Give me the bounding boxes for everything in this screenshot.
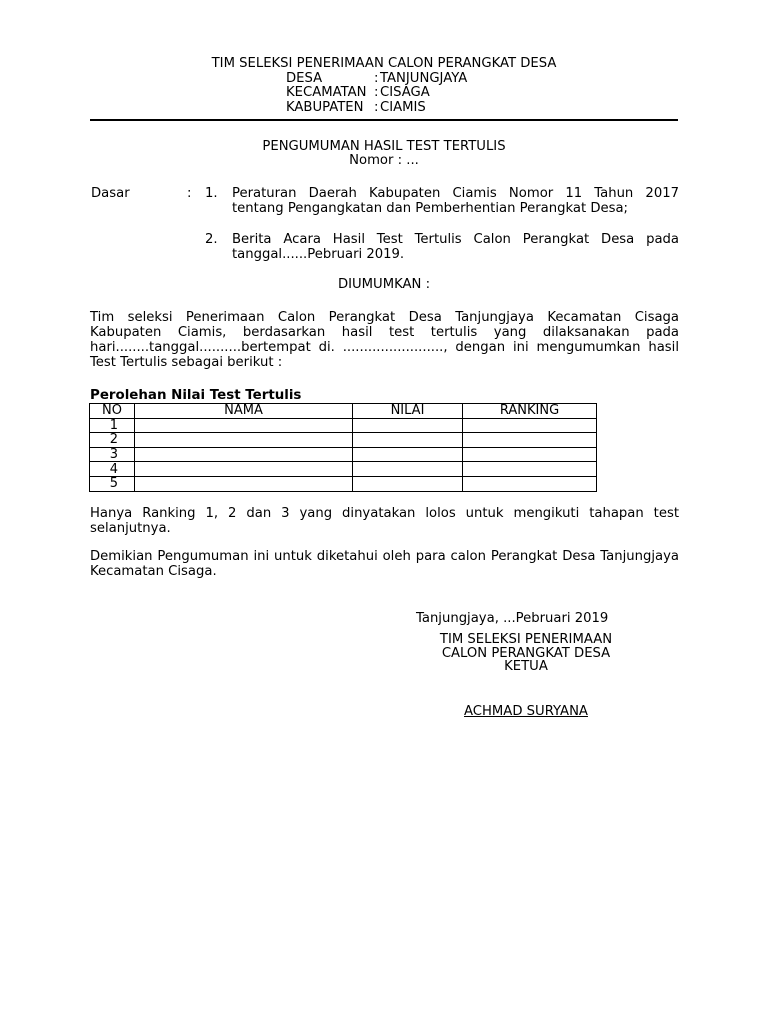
signatory-name xyxy=(416,704,636,719)
announcement-number: Nomor : ... xyxy=(349,153,419,168)
cell-ranking xyxy=(463,447,597,462)
letterhead-label: DESA xyxy=(286,71,323,86)
letterhead-row-desa xyxy=(286,71,546,86)
cell-nilai xyxy=(353,462,463,477)
column-header-ranking: RANKING xyxy=(463,404,597,419)
cell-nilai xyxy=(353,447,463,462)
ranking-note-paragraph: Hanya Ranking 1, 2 dan 3 yang dinyatakan lolos untuk mengikuti tahapan test selanjutnya. xyxy=(90,506,679,536)
column-header-nilai: NILAI xyxy=(353,404,463,419)
letterhead-value: TANJUNGJAYA xyxy=(380,71,468,86)
cell-no: 1 xyxy=(90,418,135,433)
closing-paragraph: Demikian Pengumuman ini untuk diketahui oleh para calon Perangkat Desa Tanjungjaya Kecamatan Cisaga. xyxy=(90,549,679,579)
signature-committee-line: CALON PERANGKAT DESA xyxy=(441,646,611,661)
table-row xyxy=(90,476,597,491)
letterhead-row-kabupaten xyxy=(286,100,546,115)
cell-ranking xyxy=(463,462,597,477)
table-header-row xyxy=(90,404,597,419)
results-table xyxy=(89,403,597,492)
cell-nama xyxy=(135,462,353,477)
column-header-nama: NAMA xyxy=(135,404,353,419)
letterhead-label: KECAMATAN xyxy=(286,85,367,100)
cell-nama xyxy=(135,433,353,448)
letterhead-value: CIAMIS xyxy=(380,100,426,115)
cell-nama xyxy=(135,476,353,491)
cell-no: 3 xyxy=(90,447,135,462)
signature-place-date: Tanjungjaya, ...Pebruari 2019 xyxy=(416,611,609,626)
cell-ranking xyxy=(463,476,597,491)
cell-nama xyxy=(135,418,353,433)
table-row xyxy=(90,433,597,448)
signature-role-line: KETUA xyxy=(504,659,548,674)
letterhead-title: TIM SELEKSI PENERIMAAN CALON PERANGKAT DESA xyxy=(211,56,557,71)
table-row xyxy=(90,462,597,477)
dasar-item-number: 2. xyxy=(205,232,218,247)
letterhead-colon: : xyxy=(374,85,379,100)
cell-nama xyxy=(135,447,353,462)
dasar-label: Dasar xyxy=(91,186,130,201)
dasar-item-text: Peraturan Daerah Kabupaten Ciamis Nomor 11 Tahun 2017 tentang Pengangkatan dan Pemberhentian Perangkat Desa; xyxy=(232,186,679,216)
cell-no: 2 xyxy=(90,433,135,448)
results-table-title: Perolehan Nilai Test Tertulis xyxy=(90,388,302,403)
dasar-item-text: Berita Acara Hasil Test Tertulis Calon Perangkat Desa pada tanggal......Pebruari 2019. xyxy=(232,232,679,262)
diumumkan-heading: DIUMUMKAN : xyxy=(337,277,431,292)
letterhead-row-kecamatan xyxy=(286,85,546,100)
letterhead-value: CISAGA xyxy=(380,85,430,100)
signatory-name-text: ACHMAD SURYANA xyxy=(464,704,588,719)
letterhead-colon: : xyxy=(374,71,379,86)
cell-ranking xyxy=(463,433,597,448)
dasar-colon: : xyxy=(187,186,192,201)
announcement-title: PENGUMUMAN HASIL TEST TERTULIS xyxy=(262,139,506,154)
table-row xyxy=(90,418,597,433)
cell-nilai xyxy=(353,433,463,448)
letterhead-divider xyxy=(90,119,678,121)
letterhead-colon: : xyxy=(374,100,379,115)
dasar-item-number: 1. xyxy=(205,186,218,201)
table-row xyxy=(90,447,597,462)
signature-committee-line: TIM SELEKSI PENERIMAAN xyxy=(439,632,613,647)
cell-nilai xyxy=(353,418,463,433)
intro-paragraph: Tim seleksi Penerimaan Calon Perangkat Desa Tanjungjaya Kecamatan Cisaga Kabupaten Ciamis, berdasarkan hasil test tertulis yang dilaksanakan pada hari........tanggal..........bertempat di. ........................, dengan ini mengumumkan hasil Test Tertulis sebagai berikut : xyxy=(90,310,679,370)
cell-no: 4 xyxy=(90,462,135,477)
cell-no: 5 xyxy=(90,476,135,491)
cell-nilai xyxy=(353,476,463,491)
letterhead-label: KABUPATEN xyxy=(286,100,364,115)
column-header-no: NO xyxy=(90,404,135,419)
cell-ranking xyxy=(463,418,597,433)
